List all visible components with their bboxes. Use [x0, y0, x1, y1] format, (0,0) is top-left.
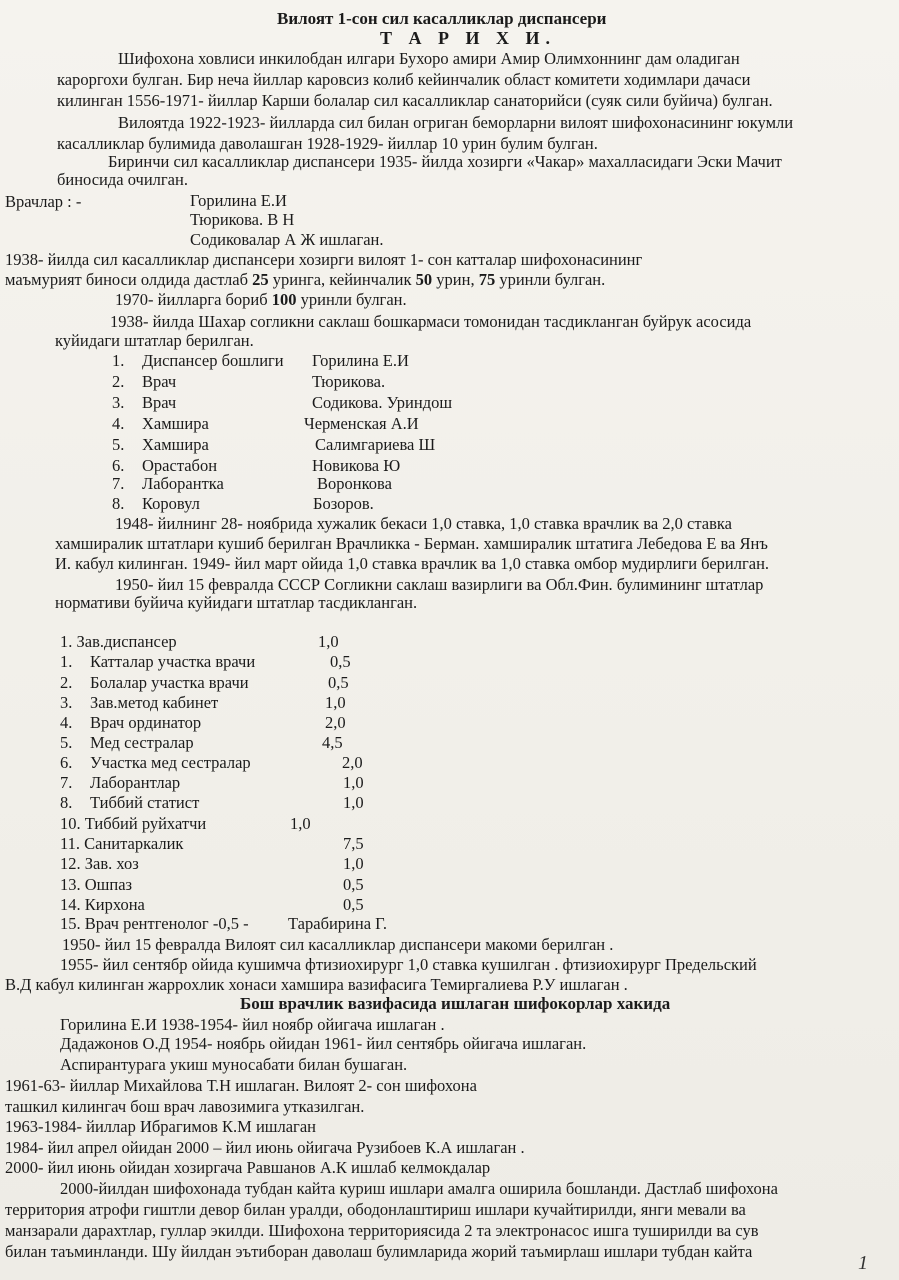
staff-role: Кирхона	[84, 895, 145, 914]
staff-rate: 4,5	[322, 733, 343, 752]
row-number: 3.	[112, 393, 125, 412]
staff-role: Мед сестралар	[90, 733, 194, 752]
chief-line: Горилина Е.И 1938-1954- йил ноябр ойигача ишлаган .	[60, 1015, 445, 1034]
para-1948-line: нормативи буйича куйидаги штатлар тасдикланган.	[55, 593, 418, 612]
staff-rate: 1,0	[343, 793, 364, 812]
staff-rate: 0,5	[328, 673, 349, 692]
staff-1938-row	[112, 393, 176, 413]
staff-rate: 1,0	[343, 854, 364, 873]
staff-name: Салимгариева Ш	[315, 435, 436, 454]
staff-name: Тарабирина Г.	[288, 914, 387, 933]
staff-1950-row	[60, 773, 180, 793]
text-span: маъмурият биноси олдида дастлаб	[5, 270, 249, 289]
para-1938-line: куйидаги штатлар берилган.	[55, 331, 254, 350]
text-span: уринли булган.	[300, 290, 407, 309]
intro-line: кароргохи булган. Бир неча йиллар каровсиз колиб кейинчалик област комитети ходимлари дачаси	[57, 70, 751, 89]
text-span: урингa, кейинчалик	[272, 270, 412, 289]
final-line: территория атрофи гиштли девор билан уралди, ободонлаштириш ишлари кучайтирилди, янги мевали ва	[5, 1200, 746, 1219]
intro-line: касалликлар булимида даволашган 1928-1929- йиллар 10 урин булим булган.	[57, 134, 598, 153]
staff-name: Горилина Е.И	[312, 351, 409, 370]
text-span: урин,	[436, 270, 475, 289]
row-number: 12.	[60, 854, 81, 873]
staff-role: Ошпаз	[84, 875, 133, 894]
staff-role: Тиббий руйхатчи	[84, 814, 207, 833]
staff-role: Зав. хоз	[84, 854, 139, 873]
para-1950-line: В.Д кабул килинган жаррохлик хонаси хамшира вазифасига Темиргалиева Р.У ишлаган .	[5, 975, 628, 994]
intro-line: килинган 1556-1971- йиллар Карши болалар сил касалликлар санаторийси (суяк сили буйича) булган.	[57, 91, 773, 110]
row-number: 7.	[60, 773, 73, 792]
doctors-label: Врачлар : -	[5, 192, 82, 211]
staff-1950-row	[60, 814, 206, 834]
bed-count: 25	[252, 270, 269, 289]
staff-name: Черменская А.И	[304, 414, 419, 433]
staff-role: Зав.метод кабинет	[90, 693, 219, 712]
row-number: 6.	[112, 456, 125, 475]
para-1950-line: 1950- йил 15 февралда Вилоят сил касалликлар диспансери макоми берилган .	[62, 935, 614, 954]
staff-rate: 1,0	[318, 632, 339, 651]
intro-line: Шифохона ховлиси инкилобдан илгари Бухоро амири Амир Олимхоннинг дам оладиган	[118, 49, 740, 68]
row-number: 6.	[60, 753, 73, 772]
final-line: 2000-йилдан шифохонада тубдан кайта куриш ишлари амалга оширила бошланди. Дастлаб шифохона	[60, 1179, 778, 1198]
row-number: 4.	[60, 713, 73, 732]
staff-1938-row	[112, 494, 200, 514]
staff-role: Тиббий статист	[90, 793, 200, 812]
staff-role: Врач ординатор	[90, 713, 202, 732]
staff-1950-row	[60, 875, 132, 895]
final-line: билан таъминланди. Шу йилдан эътиборан даволаш булимларида жорий таъмирлаш ишлари тубдан кайта	[5, 1242, 753, 1261]
staff-role: Катталар участка врачи	[90, 652, 256, 671]
para-1948-line: хамширалик штатлари кушиб берилган Врачликка - Берман. хамширалик штатига Лебедова Е ва Янъ	[55, 534, 768, 553]
para-1950-line: 1955- йил сентябр ойида кушимча фтизиохирург 1,0 ставка кушилган . фтизиохирург Предельский	[60, 955, 757, 974]
bed-count: 100	[271, 290, 297, 309]
staff-rate: 7,5	[343, 834, 364, 853]
staff-1938-row	[112, 435, 209, 455]
staff-rate: 1,0	[290, 814, 311, 833]
row-number: 8.	[112, 494, 125, 513]
row-number: 5.	[112, 435, 125, 454]
para-1948-line: 1948- йилнинг 28- ноябрида хужалик бекаси 1,0 ставка, 1,0 ставка врачлик ва 2,0 ставка	[115, 514, 732, 533]
staff-role: Хамшира	[142, 435, 209, 454]
staff-role: Участка мед сестралар	[90, 753, 251, 772]
chief-doctors-heading: Бош врачлик вазифасида ишлаган шифокорлар хакида	[240, 994, 671, 1013]
staff-1950-row	[60, 895, 145, 915]
page-number: 1	[858, 1252, 868, 1274]
staff-1938-row	[112, 372, 176, 392]
intro-line: биносида очилган.	[57, 170, 188, 189]
staff-role: Зав.диспансер	[76, 632, 177, 651]
staff-role: Лаборантлар	[90, 773, 181, 792]
staff-1950-row	[60, 713, 201, 733]
staff-role: Санитаркалик	[84, 834, 184, 853]
chief-line: 1963-1984- йиллар Ибрагимов К.М ишлаган	[5, 1117, 316, 1136]
staff-1938-row	[112, 474, 224, 494]
staff-1950-row	[60, 733, 194, 753]
row-number: 1.	[60, 632, 73, 651]
staff-name: Тюрикова.	[312, 372, 386, 391]
staff-role: Диспансер бошлиги	[142, 351, 284, 370]
para-1938-line: 1938- йилда сил касалликлар диспансери хозирги вилоят 1- сон катталар шифохонасининг	[5, 250, 643, 269]
staff-1950-row	[60, 632, 177, 652]
text-span: уринли булган.	[499, 270, 606, 289]
para-1938-line: 1938- йилда Шахар согликни саклаш бошкармаси томонидан тасдикланган буйрук асосида	[110, 312, 752, 331]
row-number: 15.	[60, 914, 81, 933]
row-number: 1.	[60, 652, 73, 671]
row-number: 11.	[60, 834, 81, 853]
chief-line: 1984- йил апрел ойидан 2000 – йил июнь ойигача Рузибоев К.А ишлаган .	[5, 1138, 525, 1157]
bed-count: 75	[478, 270, 496, 289]
staff-rate: 0,5	[343, 895, 364, 914]
para-1948-line: 1950- йил 15 февралда СССР Согликни саклаш вазирлиги ва Обл.Фин. булимининг штатлар	[115, 575, 764, 594]
para-1938-line	[5, 270, 605, 290]
doctor-name: Горилина Е.И	[190, 191, 287, 210]
row-number: 4.	[112, 414, 125, 433]
row-number: 1.	[112, 351, 125, 370]
document-title: Вилоят 1-сон сил касалликлар диспансери	[277, 9, 607, 28]
chief-line: 1961-63- йиллар Михайлова Т.Н ишлаган. Вилоят 2- сон шифохона	[5, 1076, 477, 1095]
row-number: 13.	[60, 875, 81, 894]
staff-role: Орастабон	[142, 456, 218, 475]
doctor-name: Содиковалар А Ж ишлаган.	[190, 230, 384, 249]
staff-rate: 1,0	[343, 773, 364, 792]
intro-line: Вилоятда 1922-1923- йилларда сил билан огриган беморларни вилоят шифохонасининг юкумли	[118, 113, 794, 132]
row-number: 5.	[60, 733, 73, 752]
staff-name: Бозоров.	[313, 494, 374, 513]
staff-role: Коровул	[142, 494, 200, 513]
chief-line: Аспирантурага укиш муносабати билан бушаган.	[60, 1055, 408, 1074]
staff-rate: 1,0	[325, 693, 346, 712]
row-number: 8.	[60, 793, 73, 812]
intro-line: Биринчи сил касалликлар диспансери 1935- йилда хозирги «Чакар» махалласидаги Эски Мачит	[108, 152, 782, 171]
staff-role: Врач	[142, 393, 177, 412]
staff-name: Воронкова	[317, 474, 392, 493]
staff-name: Содикова. Уриндош	[312, 393, 453, 412]
staff-name: Новикова Ю	[312, 456, 401, 475]
staff-1938-row	[112, 414, 209, 434]
staff-1950-row	[60, 914, 249, 934]
chief-line: ташкил килингач бош врач лавозимига утказилган.	[5, 1097, 365, 1116]
final-line: манзарали дарахтлар, гуллар экилди. Шифохона территориясида 2 та электронасос ишга туширилди ва сув	[5, 1221, 759, 1240]
staff-role: Болалар участка врачи	[90, 673, 249, 692]
staff-rate: 2,0	[325, 713, 346, 732]
staff-1938-row	[112, 456, 217, 476]
doctor-name: Тюрикова. В Н	[190, 210, 295, 229]
row-number: 14.	[60, 895, 81, 914]
chief-line: 2000- йил июнь ойидан хозиргача Равшанов А.К ишлаб келмокдалар	[5, 1158, 491, 1177]
staff-rate: 2,0	[342, 753, 363, 772]
staff-1950-row	[60, 834, 183, 854]
staff-rate: 0,5	[330, 652, 351, 671]
row-number: 3.	[60, 693, 73, 712]
para-1938-line	[115, 290, 407, 310]
row-number: 10.	[60, 814, 81, 833]
text-span: 1970- йилларга бориб	[115, 290, 268, 309]
staff-1950-row	[60, 753, 251, 773]
staff-role: Врач	[142, 372, 177, 391]
staff-1938-row	[112, 351, 284, 371]
row-number: 7.	[112, 474, 125, 493]
chief-line: Дадажонов О.Д 1954- ноябрь ойидан 1961- йил сентябрь ойигача ишлаган.	[60, 1034, 587, 1053]
document-subtitle: Т А Р И Х И.	[380, 28, 557, 48]
row-number: 2.	[112, 372, 125, 391]
staff-1950-row	[60, 693, 218, 713]
staff-role: Лаборантка	[142, 474, 224, 493]
staff-1950-row	[60, 673, 249, 693]
row-number: 2.	[60, 673, 73, 692]
staff-role: Хамшира	[142, 414, 209, 433]
bed-count: 50	[415, 270, 433, 289]
staff-1950-row	[60, 652, 255, 672]
para-1948-line: И. кабул килинган. 1949- йил март ойида 1,0 ставка врачлик ва 1,0 ставка омбор мудирлиги берилган.	[55, 554, 770, 573]
staff-role: Врач рентгенолог -0,5 -	[84, 914, 249, 933]
staff-rate: 0,5	[343, 875, 364, 894]
staff-1950-row	[60, 793, 199, 813]
staff-1950-row	[60, 854, 139, 874]
